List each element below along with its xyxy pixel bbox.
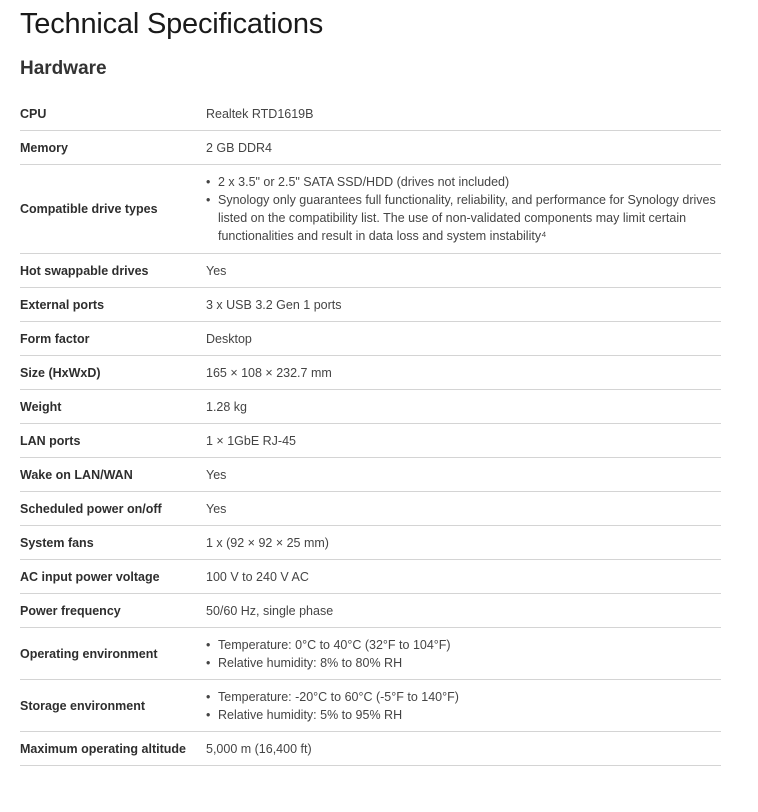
spec-row-hot-swappable bbox=[20, 254, 721, 288]
spec-value: 1 x (92 × 92 × 25 mm) bbox=[206, 535, 329, 550]
spec-list-item: • Temperature: -20°C to 60°C (-5°F to 140°F) bbox=[206, 688, 721, 706]
spec-label: Storage environment bbox=[20, 698, 146, 713]
spec-value: Yes bbox=[206, 501, 227, 516]
spec-value: 1.28 kg bbox=[206, 399, 248, 414]
spec-table bbox=[20, 97, 721, 766]
spec-row-memory bbox=[20, 131, 721, 165]
spec-value bbox=[206, 173, 721, 245]
spec-label: Compatible drive types bbox=[20, 202, 158, 216]
spec-value: 2 GB DDR4 bbox=[206, 140, 272, 155]
spec-value: Desktop bbox=[206, 331, 252, 346]
spec-value: Yes bbox=[206, 263, 227, 278]
spec-row-lan-ports bbox=[20, 424, 721, 458]
spec-value: Yes bbox=[206, 467, 227, 482]
spec-value: 165 × 108 × 232.7 mm bbox=[206, 365, 332, 380]
spec-value-list bbox=[206, 173, 721, 245]
spec-label: System fans bbox=[20, 535, 94, 550]
spec-label: CPU bbox=[20, 106, 47, 121]
spec-value-list bbox=[206, 688, 721, 724]
spec-row-weight bbox=[20, 390, 721, 424]
spec-row-system-fans bbox=[20, 526, 721, 560]
spec-row-cpu bbox=[20, 97, 721, 131]
spec-list-item: • Relative humidity: 5% to 95% RH bbox=[206, 706, 721, 724]
spec-value: 100 V to 240 V AC bbox=[206, 569, 309, 584]
spec-row-wake-on-lan bbox=[20, 458, 721, 492]
spec-row-size bbox=[20, 356, 721, 390]
spec-list-item: • Synology only guarantees full functionality, reliability, and performance for Synology drives listed on the compatibility list. The use of non-validated components may limit certain functionalities and result in data loss and system instability⁴ bbox=[206, 191, 721, 245]
spec-label: Size (HxWxD) bbox=[20, 365, 101, 380]
spec-value: 3 x USB 3.2 Gen 1 ports bbox=[206, 297, 342, 312]
page-title: Technical Specifications bbox=[20, 8, 324, 40]
spec-label: Power frequency bbox=[20, 603, 121, 618]
spec-label: Scheduled power on/off bbox=[20, 501, 162, 516]
spec-value: 50/60 Hz, single phase bbox=[206, 603, 334, 618]
spec-label: Wake on LAN/WAN bbox=[20, 467, 133, 482]
spec-row-max-altitude bbox=[20, 732, 721, 766]
spec-value: 1 × 1GbE RJ-45 bbox=[206, 433, 296, 448]
spec-row-power-frequency bbox=[20, 594, 721, 628]
spec-label: Maximum operating altitude bbox=[20, 741, 186, 756]
spec-value bbox=[206, 636, 721, 672]
spec-label: Form factor bbox=[20, 331, 90, 346]
spec-label: External ports bbox=[20, 297, 105, 312]
spec-value-list bbox=[206, 636, 721, 672]
spec-row-form-factor bbox=[20, 322, 721, 356]
spec-row-storage-environment bbox=[20, 680, 721, 732]
spec-list-item: • Temperature: 0°C to 40°C (32°F to 104°F) bbox=[206, 636, 721, 654]
spec-value: Realtek RTD1619B bbox=[206, 106, 314, 121]
spec-row-external-ports bbox=[20, 288, 721, 322]
spec-row-scheduled-power bbox=[20, 492, 721, 526]
spec-value: 5,000 m (16,400 ft) bbox=[206, 741, 312, 756]
spec-value bbox=[206, 688, 721, 724]
spec-label: Memory bbox=[20, 140, 68, 155]
spec-label: AC input power voltage bbox=[20, 569, 160, 584]
spec-row-operating-environment bbox=[20, 628, 721, 680]
section-heading-hardware: Hardware bbox=[20, 58, 107, 79]
spec-label: Operating environment bbox=[20, 646, 158, 661]
spec-label: LAN ports bbox=[20, 433, 81, 448]
spec-label: Hot swappable drives bbox=[20, 263, 149, 278]
spec-row-ac-input bbox=[20, 560, 721, 594]
spec-list-item: • 2 x 3.5" or 2.5" SATA SSD/HDD (drives not included) bbox=[206, 173, 721, 191]
spec-label: Weight bbox=[20, 399, 62, 414]
spec-row-compatible-drive-types bbox=[20, 165, 721, 254]
spec-list-item: • Relative humidity: 8% to 80% RH bbox=[206, 654, 721, 672]
